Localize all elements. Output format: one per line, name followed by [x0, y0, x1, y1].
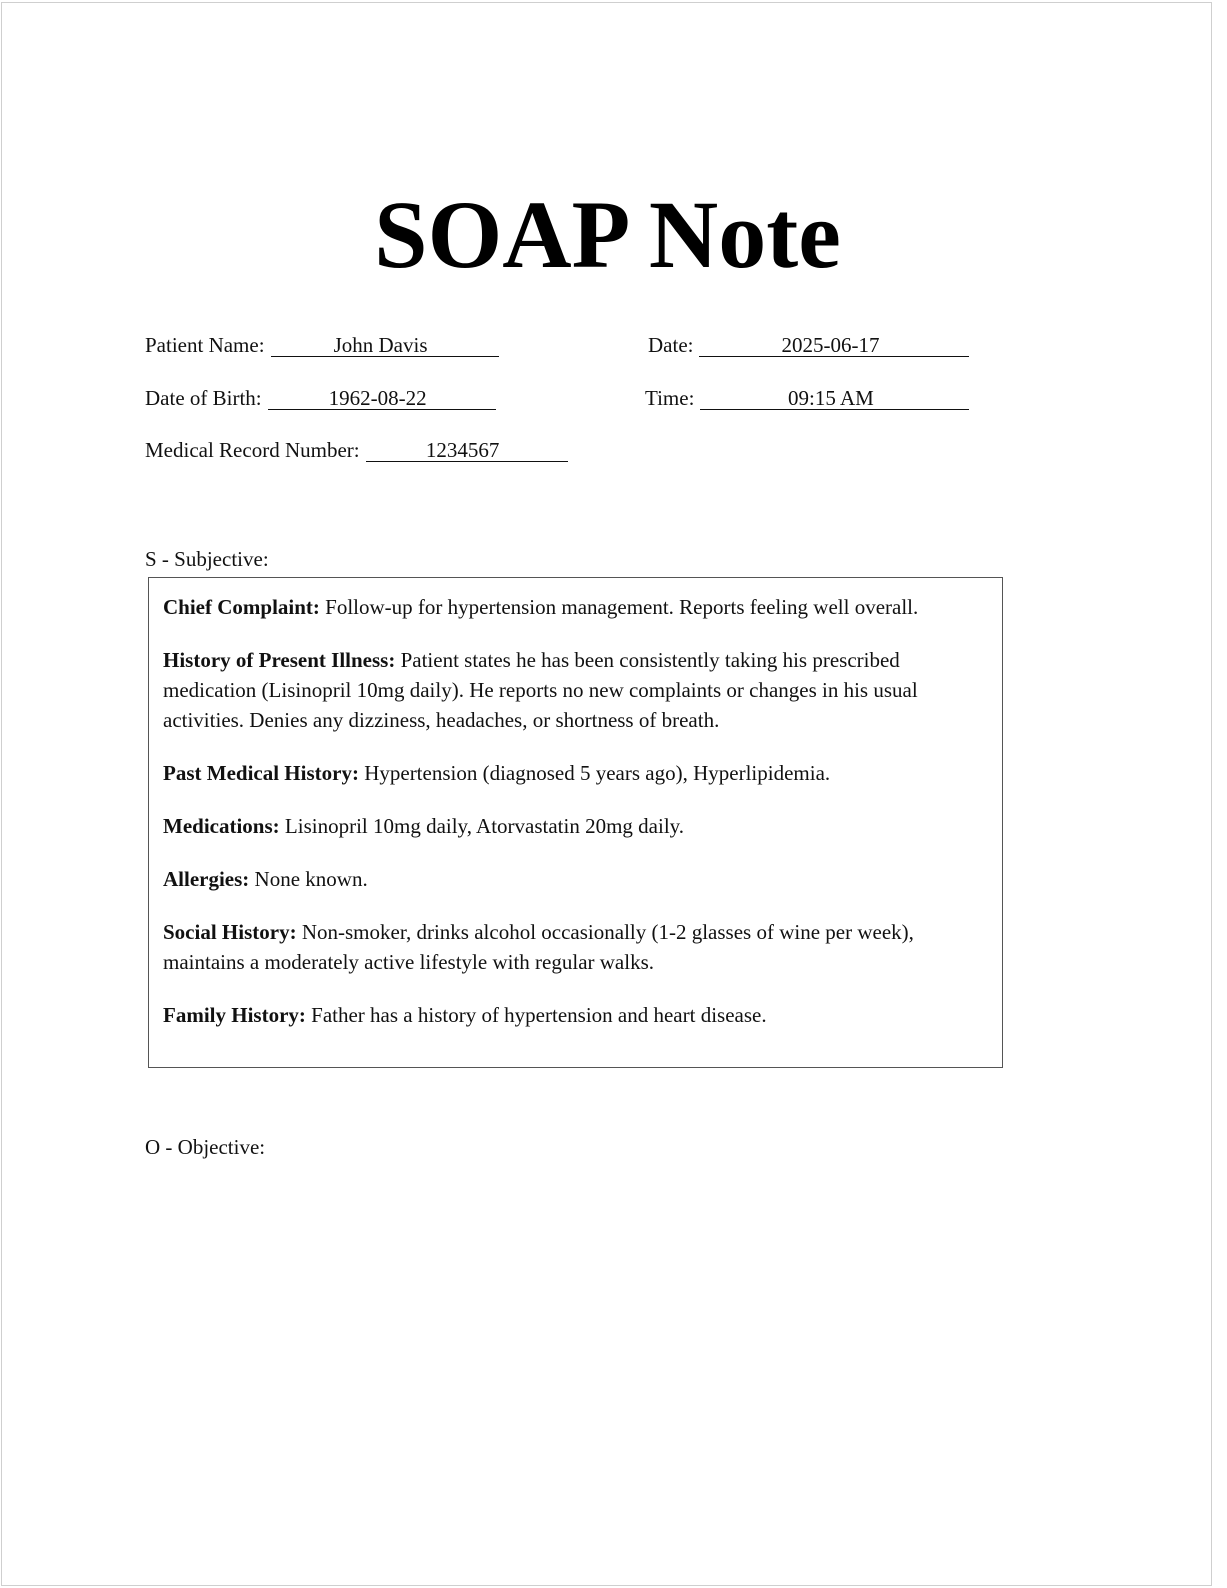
allergies-entry [163, 864, 988, 894]
medical-record-number-field [145, 437, 568, 463]
chief-complaint-entry [163, 592, 988, 622]
time-field [645, 385, 969, 411]
entry-label: Social History: [163, 920, 297, 944]
entry-text: Lisinopril 10mg daily, Atorvastatin 20mg daily. [284, 814, 685, 838]
date-value: 2025-06-17 [699, 334, 969, 357]
entry-text: Father has a history of hypertension and heart disease. [311, 1003, 767, 1027]
medical-record-number-value: 1234567 [366, 439, 568, 462]
medications-entry [163, 811, 988, 841]
document-title: SOAP Note [374, 181, 841, 288]
medical-record-number-label: Medical Record Number: [145, 438, 360, 462]
time-value: 09:15 AM [700, 387, 969, 410]
patient-name-label: Patient Name: [145, 333, 265, 357]
document-page [1, 2, 1212, 1586]
date-of-birth-field [145, 385, 496, 411]
entry-label: History of Present Illness: [163, 648, 396, 672]
objective-heading: O - Objective: [145, 1135, 266, 1159]
entry-label: Past Medical History: [163, 761, 359, 785]
family-history-entry [163, 1000, 988, 1030]
past-medical-history-entry [163, 758, 988, 788]
entry-label: Medications: [163, 814, 280, 838]
entry-label: Allergies: [163, 867, 250, 891]
patient-name-value: John Davis [271, 334, 499, 357]
history-of-present-illness-entry [163, 645, 988, 735]
entry-text: Non-smoker, drinks alcohol occasionally (1-2 glasses of wine per week), maintains a moderately active lifestyle with regular walks. [163, 920, 914, 974]
entry-label: Chief Complaint: [163, 595, 320, 619]
subjective-heading: S - Subjective: [145, 547, 269, 571]
time-label: Time: [645, 386, 695, 410]
social-history-entry [163, 917, 988, 977]
entry-text: Patient states he has been consistently taking his prescribed medication (Lisinopril 10mg daily). He reports no new complaints or changes in his usual activities. Denies any dizziness, headaches, or shortness of breath. [163, 648, 918, 732]
entry-text: Follow-up for hypertension management. Reports feeling well overall. [325, 595, 919, 619]
patient-name-field [145, 332, 499, 358]
date-of-birth-label: Date of Birth: [145, 386, 262, 410]
entry-text: Hypertension (diagnosed 5 years ago), Hyperlipidemia. [364, 761, 831, 785]
date-of-birth-value: 1962-08-22 [268, 387, 496, 410]
subjective-box [148, 577, 1003, 1068]
date-label: Date: [648, 333, 694, 357]
date-field [648, 332, 969, 358]
entry-label: Family History: [163, 1003, 306, 1027]
entry-text: None known. [254, 867, 368, 891]
